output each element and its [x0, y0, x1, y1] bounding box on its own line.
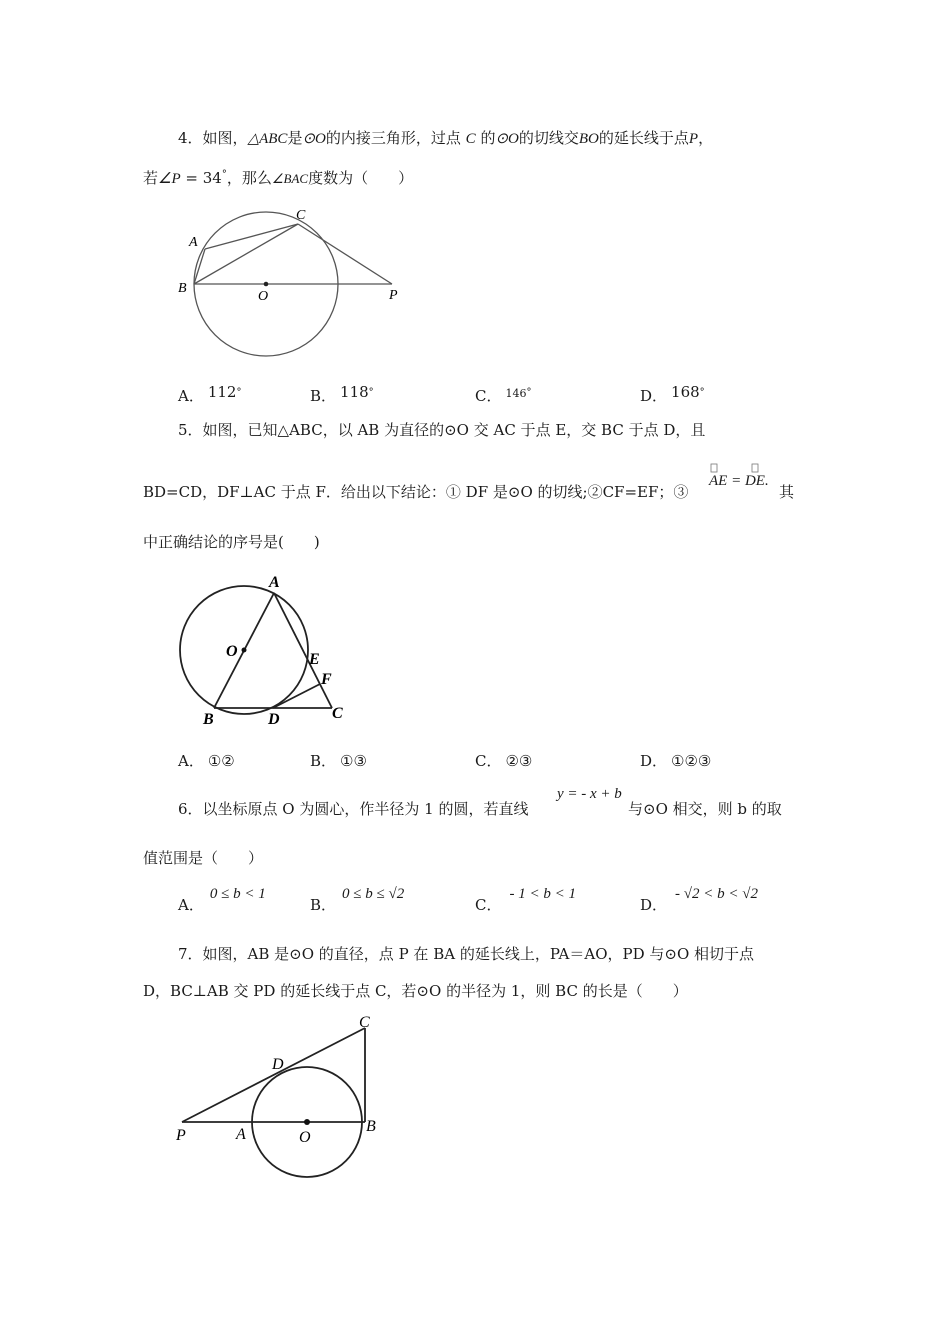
q5-choice-b[interactable]: B． ①③: [310, 752, 367, 770]
q7-label-p: P: [176, 1127, 186, 1144]
q6-choice-a[interactable]: A．0 ≤ b < 1: [178, 886, 266, 914]
q4-choice-d[interactable]: D． 168°: [640, 383, 705, 405]
q5-label-e: E: [309, 651, 320, 668]
q5-label-c: C: [332, 705, 343, 722]
q4-choice-a[interactable]: A． 112°: [178, 383, 242, 405]
q7-center-dot: [304, 1119, 310, 1125]
q5-arc-mark-ae: [711, 464, 717, 472]
q5-center-dot: [242, 648, 247, 653]
q4-line-ac: [205, 224, 298, 249]
q5-label-a: A: [269, 574, 280, 591]
q7-figure: [170, 1008, 390, 1183]
q5-label-f: F: [321, 671, 332, 688]
q4-label-a: A: [189, 235, 198, 250]
q7-label-b: B: [366, 1118, 376, 1135]
q7-line-2: D，BC⊥AB 交 PD 的延长线于点 C，若⊙O 的半径为 1，则 BC 的长是（ ）: [143, 982, 688, 1000]
q7-label-o: O: [299, 1129, 311, 1146]
q4-figure: [170, 200, 420, 370]
q4-center-dot: [264, 282, 269, 287]
q5-line-2-end: 其: [779, 483, 795, 501]
q5-line-2: BD=CD，DF⊥AC 于点 F．给出以下结论：① DF 是⊙O 的切线;②CF=EF；③: [143, 483, 689, 501]
q5-line-3: 中正确结论的序号是( ): [143, 533, 320, 551]
q5-choice-c[interactable]: C． ②③: [475, 752, 533, 770]
q5-label-d: D: [268, 711, 280, 728]
q4-label-o: O: [258, 289, 269, 304]
q6-line-2: 值范围是（ ）: [143, 849, 264, 867]
q6-line-1: 6．以坐标原点 O 为圆心，作半径为 1 的圆，若直线: [178, 800, 529, 818]
q5-line-1: 5．如图，已知△ABC，以 AB 为直径的⊙O 交 AC 于点 E，交 BC 于点 D，且: [178, 421, 706, 439]
q5-arc-equation: AE = DE.: [709, 473, 769, 489]
q7-label-a: A: [236, 1126, 246, 1143]
q4-label-b: B: [178, 281, 187, 296]
q5-figure: [170, 570, 360, 730]
q6-choice-d[interactable]: D．- √2 < b < √2: [640, 886, 758, 914]
q7-label-c: C: [359, 1014, 370, 1031]
q4-label-p: P: [389, 288, 398, 303]
q7-line-pc: [182, 1028, 365, 1122]
q6-line-equation: y = - x + b: [557, 786, 622, 802]
q4-line-bc: [194, 224, 298, 284]
q6-choice-b[interactable]: B．0 ≤ b ≤ √2: [310, 886, 405, 914]
q5-choice-a[interactable]: A． ①②: [178, 752, 235, 770]
q5-line-ac: [274, 593, 332, 708]
q5-label-o: O: [226, 643, 238, 660]
q6-choice-c[interactable]: C．- 1 < b < 1: [475, 886, 576, 914]
q7-label-d: D: [272, 1056, 284, 1073]
q6-line-1-end: 与⊙O 相交，则 b 的取: [628, 800, 782, 818]
q5-arc-mark-de: [752, 464, 758, 472]
q5-choice-d[interactable]: D． ①②③: [640, 752, 712, 770]
q5-arc-marks: [709, 462, 769, 474]
q7-line-1: 7．如图，AB 是⊙O 的直径，点 P 在 BA 的延长线上，PA＝AO，PD 与⊙O 相切于点: [178, 945, 755, 963]
q4-label-c: C: [296, 208, 306, 223]
q4-line-cp: [298, 224, 392, 284]
q4-line-2: 若∠P = 34°，那么∠BAC度数为（ ）: [143, 169, 414, 187]
q4-choice-c[interactable]: C． $^{146^\circ}$: [475, 387, 532, 405]
q5-label-b: B: [203, 711, 214, 728]
q4-line-1: 4．如图，△ABC是⊙O的内接三角形，过点 C 的⊙O的切线交BO的延长线于点P，: [178, 129, 714, 147]
q4-choice-b[interactable]: B． 118°: [310, 383, 374, 405]
